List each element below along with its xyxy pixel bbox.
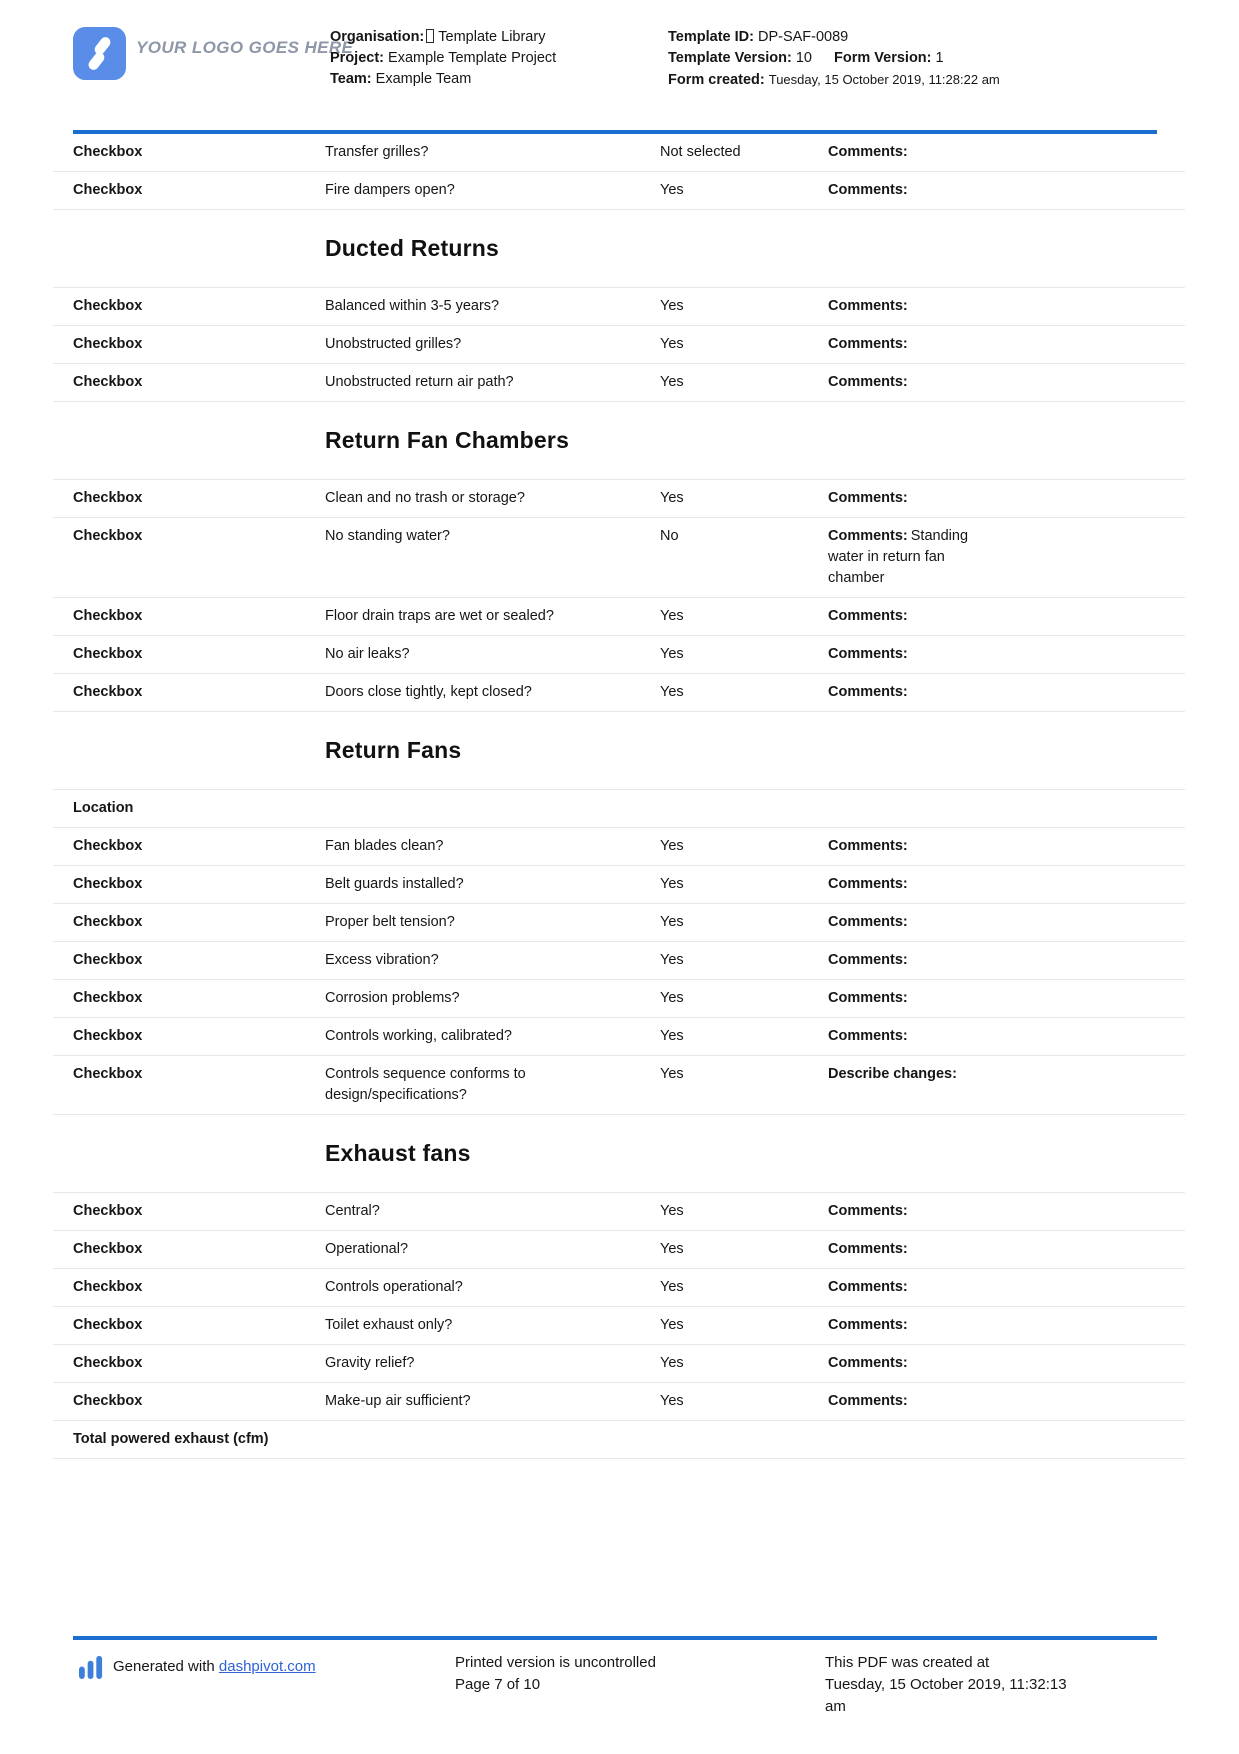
row-comment (828, 1277, 1185, 1298)
template-id-line (668, 27, 1004, 48)
table-row (53, 1307, 1185, 1345)
template-version-label: Template Version: (668, 50, 792, 66)
project-line (330, 48, 660, 69)
row-comment-label: Comments: (828, 1279, 908, 1295)
row-answer: Yes (660, 1355, 684, 1371)
table-row (53, 866, 1185, 904)
printed-info (455, 1652, 755, 1696)
row-comment-label: Comments: (828, 528, 908, 544)
row-comment (828, 1353, 1185, 1374)
team-label: Team: (330, 71, 372, 87)
row-answer: Yes (660, 876, 684, 892)
table-row (53, 364, 1185, 402)
version-line (668, 48, 1004, 69)
generated-with (79, 1654, 316, 1679)
row-comment (828, 1239, 1185, 1260)
row-answer (660, 798, 828, 819)
row-answer: Yes (660, 1028, 684, 1044)
page-number: Page 7 of 10 (455, 1676, 541, 1693)
row-field-label: Location (73, 800, 134, 816)
row-comment-label: Comments: (828, 952, 908, 968)
chart-bars-icon (79, 1654, 104, 1679)
page-header (0, 0, 1239, 134)
row-question: Controls operational? (325, 1279, 463, 1295)
row-field-label: Checkbox (73, 1203, 143, 1219)
row-answer: Yes (660, 1393, 684, 1409)
row-answer (660, 1429, 828, 1450)
row-question (325, 1429, 660, 1450)
template-version-value: 10 (795, 50, 812, 66)
row-comment (828, 142, 1185, 163)
row-comment-label: Describe changes: (828, 1066, 957, 1082)
row-field-label: Checkbox (73, 298, 143, 314)
organisation-line (330, 27, 660, 48)
table-row (53, 288, 1185, 326)
row-comment-label: Comments: (828, 1317, 908, 1333)
row-answer: Yes (660, 952, 684, 968)
team-line (330, 69, 660, 90)
row-comment-label: Comments: (828, 684, 908, 700)
row-field-label: Checkbox (73, 1355, 143, 1371)
form-created-line (668, 69, 1004, 91)
row-comment-value: Standing water in return fan chamber (828, 528, 969, 586)
row-field-label: Checkbox (73, 684, 143, 700)
row-comment (828, 296, 1185, 317)
row-field-label: Checkbox (73, 990, 143, 1006)
section-heading: Ducted Returns (325, 235, 500, 261)
row-field-label: Checkbox (73, 646, 143, 662)
row-comment-label: Comments: (828, 1203, 908, 1219)
pdf-created-label: This PDF was created at (825, 1654, 990, 1671)
row-answer: Yes (660, 684, 684, 700)
table-row (53, 518, 1185, 598)
row-question: Unobstructed return air path? (325, 374, 514, 390)
row-comment (828, 1391, 1185, 1412)
row-field-label: Checkbox (73, 336, 143, 352)
row-answer: Yes (660, 1203, 684, 1219)
table-row (53, 904, 1185, 942)
row-question: No air leaks? (325, 646, 410, 662)
section-heading: Return Fan Chambers (325, 427, 570, 453)
row-question: Floor drain traps are wet or sealed? (325, 608, 554, 624)
row-question: No standing water? (325, 528, 450, 544)
row-field-label: Checkbox (73, 1317, 143, 1333)
table-row (53, 1231, 1185, 1269)
row-field-label: Checkbox (73, 374, 143, 390)
template-id-label: Template ID: (668, 29, 754, 45)
row-question: Operational? (325, 1241, 409, 1257)
logo-placeholder-text: YOUR LOGO GOES HERE (136, 38, 354, 57)
row-field-label: Checkbox (73, 528, 143, 544)
table-row (53, 480, 1185, 518)
row-comment (828, 606, 1185, 627)
row-answer: Yes (660, 336, 684, 352)
row-question: Unobstructed grilles? (325, 336, 462, 352)
row-comment (828, 180, 1185, 201)
row-field-label: Checkbox (73, 182, 143, 198)
row-comment (828, 1064, 1185, 1106)
section-heading: Exhaust fans (325, 1140, 471, 1166)
row-field-label: Checkbox (73, 1279, 143, 1295)
generated-prefix: Generated with (113, 1657, 219, 1675)
row-question: Excess vibration? (325, 952, 439, 968)
row-field-label: Checkbox (73, 838, 143, 854)
pdf-created-timestamp: Tuesday, 15 October 2019, 11:32:13 am (825, 1676, 1067, 1715)
row-comment-label: Comments: (828, 336, 908, 352)
row-comment-label: Comments: (828, 1355, 908, 1371)
pdf-created-info (825, 1652, 1077, 1718)
row-comment-label: Comments: (828, 990, 908, 1006)
table-block (53, 479, 1185, 712)
table-row (53, 172, 1185, 210)
logo-mark-icon (73, 27, 126, 80)
table-row (53, 636, 1185, 674)
row-answer: Yes (660, 1066, 684, 1082)
row-comment-label: Comments: (828, 646, 908, 662)
organisation-label: Organisation: (330, 29, 425, 45)
row-question: Fire dampers open? (325, 182, 455, 198)
row-answer: Yes (660, 990, 684, 1006)
team-value: Example Team (375, 71, 472, 87)
row-field-label: Checkbox (73, 914, 143, 930)
row-comment (828, 1201, 1185, 1222)
row-comment-label: Comments: (828, 1028, 908, 1044)
dashpivot-link[interactable]: dashpivot.com (218, 1657, 316, 1675)
row-question: Proper belt tension? (325, 914, 455, 930)
row-comment-label: Comments: (828, 914, 908, 930)
row-comment (828, 334, 1185, 355)
table-row (53, 598, 1185, 636)
table-row (53, 942, 1185, 980)
row-answer: Yes (660, 608, 684, 624)
table-row (53, 980, 1185, 1018)
organisation-value: Template Library (438, 29, 546, 45)
row-question (325, 798, 660, 819)
row-comment (828, 372, 1185, 393)
table-block (53, 134, 1185, 210)
section-heading: Return Fans (325, 737, 462, 763)
form-created-value: Tuesday, 15 October 2019, 11:28:22 am (768, 72, 1000, 87)
row-question: Gravity relief? (325, 1355, 415, 1371)
row-field-label: Checkbox (73, 490, 143, 506)
row-comment (828, 798, 1185, 819)
row-comment (828, 950, 1185, 971)
table-row (53, 828, 1185, 866)
project-label: Project: (330, 50, 384, 66)
table-row (53, 1018, 1185, 1056)
form-table (53, 134, 1185, 1459)
table-block (53, 287, 1185, 402)
org-info (330, 27, 660, 90)
generated-text (113, 1656, 316, 1678)
row-field-label: Checkbox (73, 608, 143, 624)
row-question: Corrosion problems? (325, 990, 460, 1006)
row-answer: Yes (660, 1317, 684, 1333)
row-comment-label: Comments: (828, 298, 908, 314)
table-block (53, 789, 1185, 1115)
row-comment-label: Comments: (828, 490, 908, 506)
form-version-value: 1 (935, 50, 944, 66)
row-field-label: Total powered exhaust (cfm) (73, 1431, 269, 1447)
row-comment (828, 836, 1185, 857)
table-row (53, 1269, 1185, 1307)
row-comment (828, 988, 1185, 1009)
row-answer: Yes (660, 374, 684, 390)
row-answer: Yes (660, 1241, 684, 1257)
table-row (53, 134, 1185, 172)
row-question: Central? (325, 1203, 380, 1219)
table-row (53, 1421, 1185, 1459)
row-comment (828, 526, 1185, 589)
row-question: Make-up air sufficient? (325, 1393, 471, 1409)
table-row (53, 1345, 1185, 1383)
row-answer: No (660, 528, 679, 544)
row-comment (828, 488, 1185, 509)
row-question: Clean and no trash or storage? (325, 490, 525, 506)
row-question: Doors close tightly, kept closed? (325, 684, 532, 700)
table-row (53, 674, 1185, 712)
row-field-label: Checkbox (73, 952, 143, 968)
row-field-label: Checkbox (73, 1028, 143, 1044)
row-field-label: Checkbox (73, 1066, 143, 1082)
row-field-label: Checkbox (73, 876, 143, 892)
row-question: Controls working, calibrated? (325, 1028, 512, 1044)
form-version-label: Form Version: (834, 50, 932, 66)
row-comment-label: Comments: (828, 144, 908, 160)
row-answer: Yes (660, 298, 684, 314)
template-info (668, 27, 1004, 91)
row-comment-label: Comments: (828, 182, 908, 198)
row-comment-label: Comments: (828, 608, 908, 624)
project-value: Example Template Project (388, 50, 557, 66)
header-divider (73, 130, 1157, 134)
row-comment (828, 874, 1185, 895)
row-comment-label: Comments: (828, 876, 908, 892)
table-row (53, 326, 1185, 364)
row-comment (828, 1026, 1185, 1047)
row-question: Controls sequence conforms to design/specifications? (325, 1066, 526, 1103)
row-answer: Yes (660, 182, 684, 198)
row-comment (828, 912, 1185, 933)
table-row (53, 790, 1185, 828)
form-created-label: Form created: (668, 72, 765, 88)
printed-uncontrolled-text: Printed version is uncontrolled (455, 1654, 656, 1671)
row-question: Balanced within 3-5 years? (325, 298, 500, 314)
row-field-label: Checkbox (73, 1241, 143, 1257)
row-field-label: Checkbox (73, 144, 143, 160)
template-id-value: DP-SAF-0089 (757, 29, 849, 45)
table-row (53, 1056, 1185, 1115)
row-comment (828, 1315, 1185, 1336)
row-question: Transfer grilles? (325, 144, 429, 160)
row-answer: Yes (660, 914, 684, 930)
row-comment (828, 644, 1185, 665)
row-comment (828, 682, 1185, 703)
row-answer: Yes (660, 490, 684, 506)
row-question: Belt guards installed? (325, 876, 464, 892)
row-answer: Yes (660, 646, 684, 662)
row-comment (828, 1429, 1185, 1450)
row-answer: Yes (660, 838, 684, 854)
row-question: Fan blades clean? (325, 838, 444, 854)
row-answer: Not selected (660, 144, 741, 160)
row-question: Toilet exhaust only? (325, 1317, 453, 1333)
row-comment-label: Comments: (828, 1241, 908, 1257)
footer-divider (73, 1636, 1157, 1640)
table-row (53, 1193, 1185, 1231)
row-comment-label: Comments: (828, 1393, 908, 1409)
table-block (53, 1192, 1185, 1459)
table-row (53, 1383, 1185, 1421)
row-answer: Yes (660, 1279, 684, 1295)
row-comment-label: Comments: (828, 838, 908, 854)
missing-glyph-box (426, 29, 434, 43)
row-comment-label: Comments: (828, 374, 908, 390)
row-field-label: Checkbox (73, 1393, 143, 1409)
